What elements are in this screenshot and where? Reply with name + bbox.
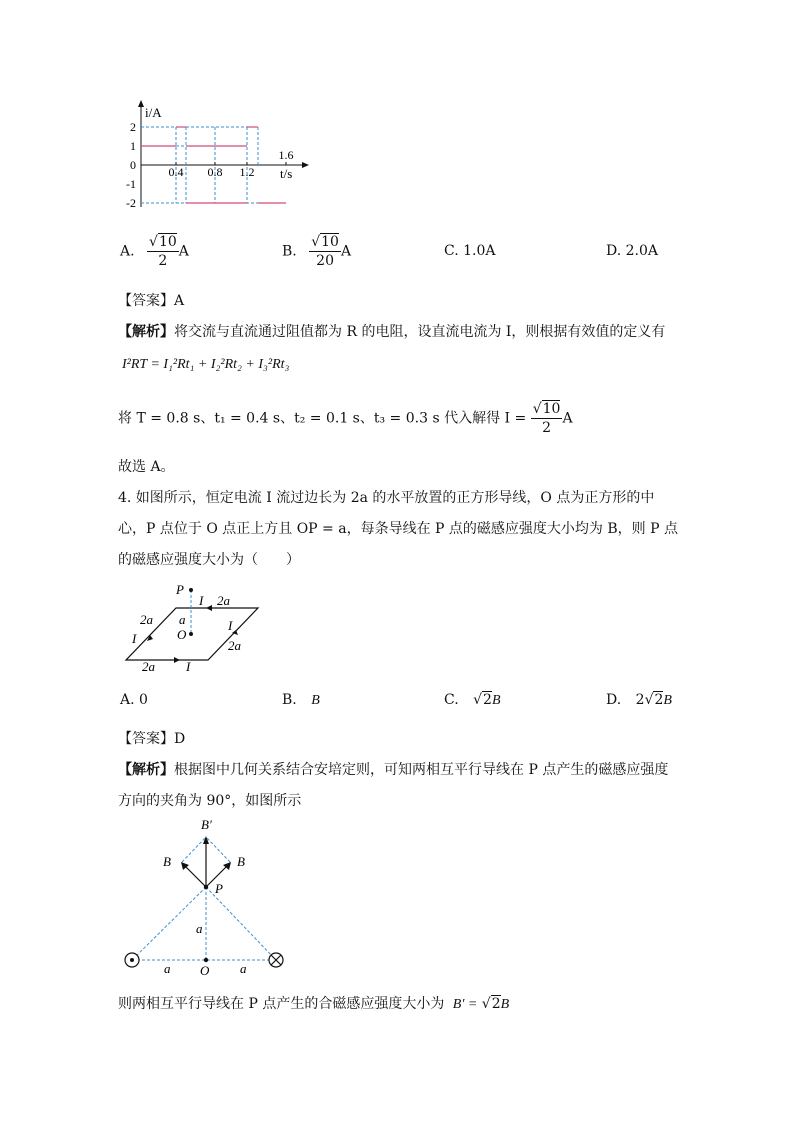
option-d[interactable]: D. 2√2B	[606, 692, 672, 708]
label-2a: 2a	[228, 638, 241, 653]
field-vector-figure	[118, 815, 298, 980]
option-a[interactable]: A. 0	[120, 692, 148, 708]
x-tick: 0.4	[168, 165, 184, 179]
q3-answer: 【答案】A	[118, 293, 185, 309]
y-axis-label: i/A	[145, 105, 162, 120]
q4-stem-line: 的磁感应强度大小为（ ）	[118, 552, 300, 568]
y-tick: -2	[126, 196, 136, 210]
point-p	[189, 588, 193, 592]
label-2a: 2a	[140, 612, 153, 627]
construction-lines	[132, 837, 276, 960]
option-a[interactable]: A. $\frac{√10}{2}$ A	[120, 234, 189, 269]
option-b[interactable]: B. B	[282, 692, 320, 708]
q3-formula: I²RT = I₁²Rt₁ + I₂²Rt₂ + I₃²Rt₃	[122, 357, 290, 372]
label-p: P	[176, 582, 184, 597]
q4-conclusion: 则两相互平行导线在 P 点产生的合磁感应强度大小为 B′ = √2B	[118, 996, 510, 1012]
label-2a: 2a	[142, 659, 155, 674]
x-axis-label: t/s	[280, 166, 293, 181]
x-tick: 0.8	[207, 165, 223, 179]
arrow-b-prime	[203, 836, 209, 844]
q4-answer: 【答案】D	[118, 731, 186, 747]
q4-stem-line: 4. 如图所示，恒定电流 I 流过边长为 2a 的水平放置的正方形导线，O 点为正方形的中	[118, 490, 655, 506]
point-p	[204, 885, 208, 889]
option-c[interactable]: C. 1.0A	[444, 243, 496, 259]
current-time-graph	[120, 95, 320, 215]
q4-analysis: 【解析】根据图中几何关系结合安培定则，可知两相互平行导线在 P 点产生的磁感应强度	[118, 762, 669, 778]
label-p: P	[215, 881, 223, 896]
square-loop-figure	[120, 578, 270, 678]
label-a: a	[240, 961, 247, 976]
label-a: a	[196, 921, 203, 936]
q4-stem-line: 心，P 点位于 O 点正上方且 OP = a，每条导线在 P 点的磁感应强度大小均为 B，则 P 点	[118, 521, 678, 537]
label-b: B	[163, 854, 171, 869]
x-tick: 1.6	[278, 148, 294, 162]
label-b-prime: B′	[201, 817, 212, 832]
point-o	[189, 632, 193, 636]
label-a: a	[179, 612, 186, 627]
q3-conclusion: 故选 A。	[118, 459, 175, 475]
label-o: O	[200, 963, 210, 978]
x-axis-arrow	[302, 162, 309, 168]
label-a: a	[164, 961, 171, 976]
label-2a: 2a	[217, 593, 230, 608]
label-i: I	[132, 631, 137, 646]
label-o: O	[177, 627, 187, 642]
option-d[interactable]: D. 2.0A	[606, 243, 659, 259]
point-o	[204, 958, 208, 962]
label-b: B	[237, 854, 245, 869]
q4-analysis-line: 方向的夹角为 90°，如图所示	[118, 793, 302, 809]
y-tick: -1	[126, 177, 136, 191]
arrow-bottom	[174, 657, 180, 663]
x-tick: 1.2	[239, 165, 255, 179]
label-i: I	[228, 618, 233, 633]
label-i: I	[199, 593, 204, 608]
arrow-top	[206, 605, 212, 611]
y-tick: 0	[130, 158, 136, 172]
q3-substitution: 将 T = 0.8 s、t₁ = 0.4 s、t₂ = 0.1 s、t₃ = 0.3 s 代入解得 I = $\frac{√10}{2}$ A	[118, 401, 573, 436]
option-b[interactable]: B. $\frac{√10}{20}$ A	[282, 234, 352, 269]
q3-analysis: 【解析】将交流与直流通过阻值都为 R 的电阻，设直流电流为 I，则根据有效值的定义有	[118, 324, 666, 340]
y-tick: 2	[130, 120, 136, 134]
y-axis-arrow	[138, 100, 144, 107]
y-tick: 1	[130, 139, 136, 153]
option-c[interactable]: C. √2B	[444, 692, 501, 708]
label-i: I	[186, 659, 191, 674]
